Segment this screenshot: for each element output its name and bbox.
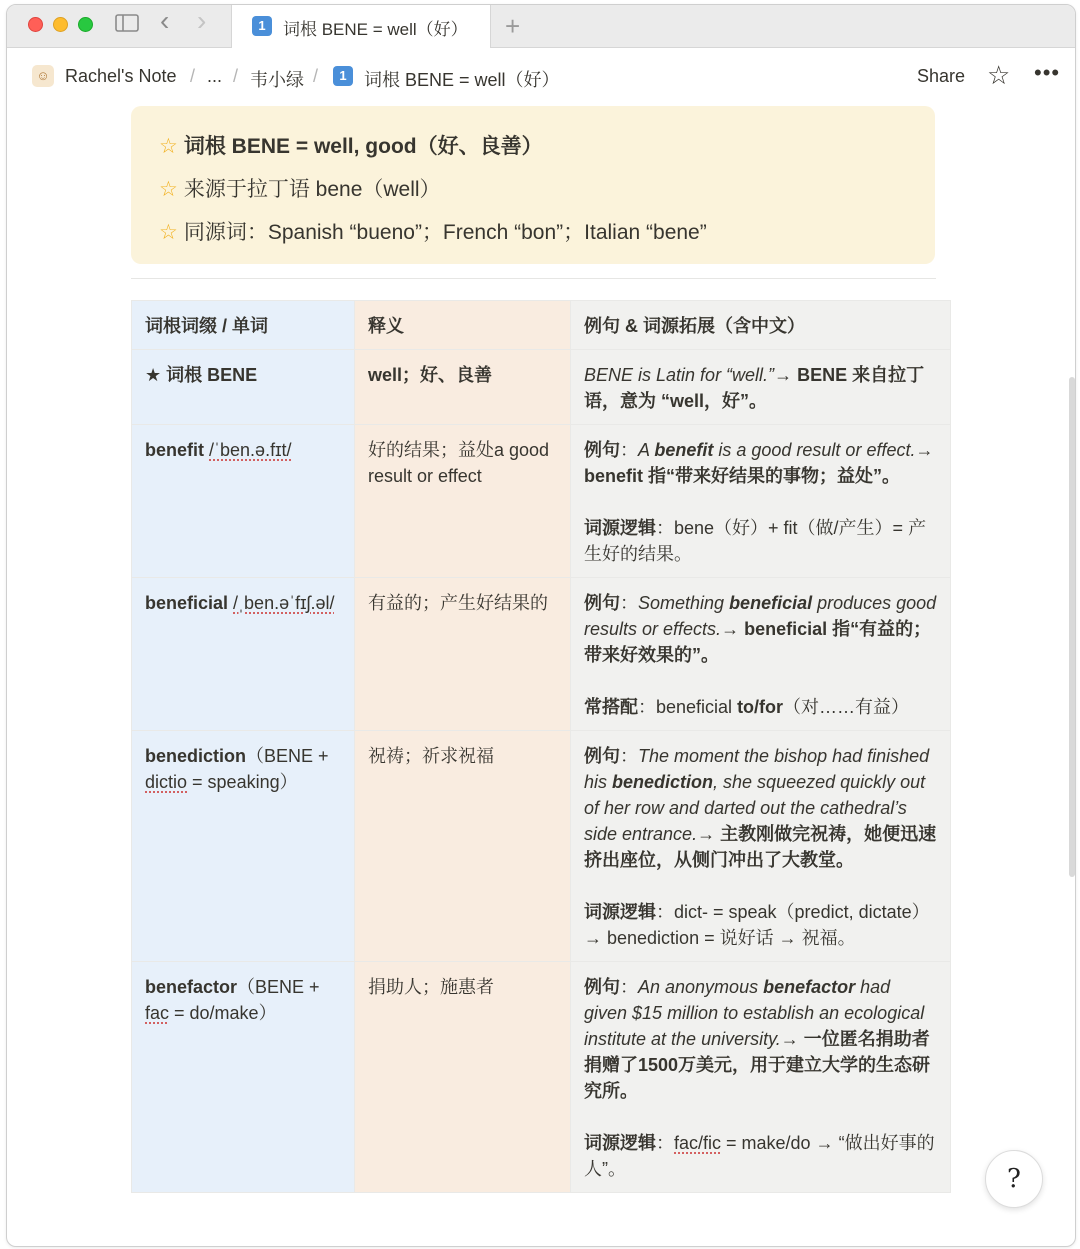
table-header-row [132,301,951,350]
title-bar [7,5,1075,48]
header-meaning[interactable]: 释义 [355,301,571,350]
cell-meaning[interactable]: 有益的；产生好结果的 [355,578,571,731]
browser-window [6,4,1076,1247]
header-word[interactable]: 词根词缀 / 单词 [132,301,355,350]
cell-word[interactable]: benediction（BENE + dictio = speaking） [132,731,355,962]
share-button[interactable]: Share [917,66,966,86]
callout-line-2: ☆ 来源于拉丁语 bene（well） [159,178,441,201]
new-tab-button[interactable]: + [505,11,521,41]
star-icon: ☆ [159,178,178,201]
cell-word[interactable]: beneficial /ˌben.əˈfɪʃ.əl/ [132,578,355,731]
forward-icon[interactable]: › [197,5,207,36]
pronunciation: /ˈben.ə.fɪt/ [209,440,292,460]
sidebar-toggle-icon[interactable] [115,13,139,39]
cell-meaning[interactable]: 好的结果；益处a good result or effect [355,425,571,578]
header-examples[interactable]: 例句 & 词源拓展（含中文） [571,301,951,350]
breadcrumb-separator: / [313,66,319,86]
active-tab[interactable] [231,5,491,48]
vocabulary-table [131,300,951,1193]
help-button[interactable] [985,1150,1043,1208]
vertical-scrollbar[interactable] [1069,377,1075,877]
back-icon[interactable]: ‹ [160,5,170,36]
cell-example[interactable]: 例句：A benefit is a good result or effect.→ benefit 指“带来好结果的事物；益处”。 词源逻辑：bene（好）+ fit（做/产生）= 产生好的结果。 [571,425,951,578]
tab-title: 词根 BENE = well（好） [283,20,468,39]
help-icon: ? [1007,1164,1021,1194]
more-options-icon[interactable]: ••• [1034,60,1061,85]
callout-line-3: ☆ 同源词：Spanish “bueno”；French “bon”；Italian “bene” [159,221,707,244]
zoom-window-button[interactable] [78,17,93,32]
pronunciation: /ˌben.əˈfɪʃ.əl/ [233,593,335,613]
callout-line-1: ☆ 词根 BENE = well, good（好、良善） [159,135,543,158]
table-row [132,350,951,425]
tab-number-badge: 1 [252,16,272,36]
divider [131,278,936,279]
star-icon: ☆ [159,135,178,158]
cell-word[interactable]: benefactor（BENE + fac = do/make） [132,962,355,1193]
cell-example[interactable]: 例句：Something beneficial produces good results or effects.→ beneficial 指“有益的；带来好效果的”。 常搭配：beneficial to/for（对……有益） [571,578,951,731]
breadcrumb-ellipsis[interactable]: ... [207,66,223,86]
star-icon: ☆ [159,221,178,244]
minimize-window-button[interactable] [53,17,68,32]
breadcrumb-parent[interactable]: 韦小绿 [250,70,304,90]
cell-example[interactable]: BENE is Latin for “well.”→ BENE 来自拉丁语，意为 “well，好”。 [571,350,951,425]
cell-word[interactable]: benefit /ˈben.ə.fɪt/ [132,425,355,578]
breadcrumb-current-page[interactable]: 词根 BENE = well（好） [364,70,560,90]
cell-example[interactable]: 例句：An anonymous benefactor had given $15 million to establish an ecological institute at the university.→ 一位匿名捐助者捐赠了1500万美元，用于建立大学的生态研究所。 词源逻辑：fac/fic = make/do → “做出好事的人”。 [571,962,951,1193]
workspace-avatar[interactable]: ☺ [32,65,54,87]
breadcrumb-separator: / [190,66,196,86]
table-row [132,731,951,962]
table-row [132,425,951,578]
table-row [132,578,951,731]
page-number-badge: 1 [333,66,353,86]
cell-meaning[interactable]: well；好、良善 [355,350,571,425]
summary-callout [131,106,935,264]
breadcrumb-separator: / [233,66,239,86]
breadcrumb-workspace[interactable]: Rachel's Note [65,66,177,86]
close-window-button[interactable] [28,17,43,32]
cell-meaning[interactable]: 捐助人；施惠者 [355,962,571,1193]
cell-word[interactable]: ★ 词根 BENE [132,350,355,425]
page-top-bar [7,48,1075,106]
favorite-star-icon[interactable]: ☆ [987,60,1011,90]
table-row [132,962,951,1193]
cell-meaning[interactable]: 祝祷；祈求祝福 [355,731,571,962]
cell-example[interactable]: 例句：The moment the bishop had finished his benediction, she squeezed quickly out of her row and darted out the cathedral’s side entrance.→ 主教刚做完祝祷，她便迅速挤出座位，从侧门冲出了大教堂。 词源逻辑：dict- = speak（predict, dictate）→ benediction = 说好话 → 祝福。 [571,731,951,962]
